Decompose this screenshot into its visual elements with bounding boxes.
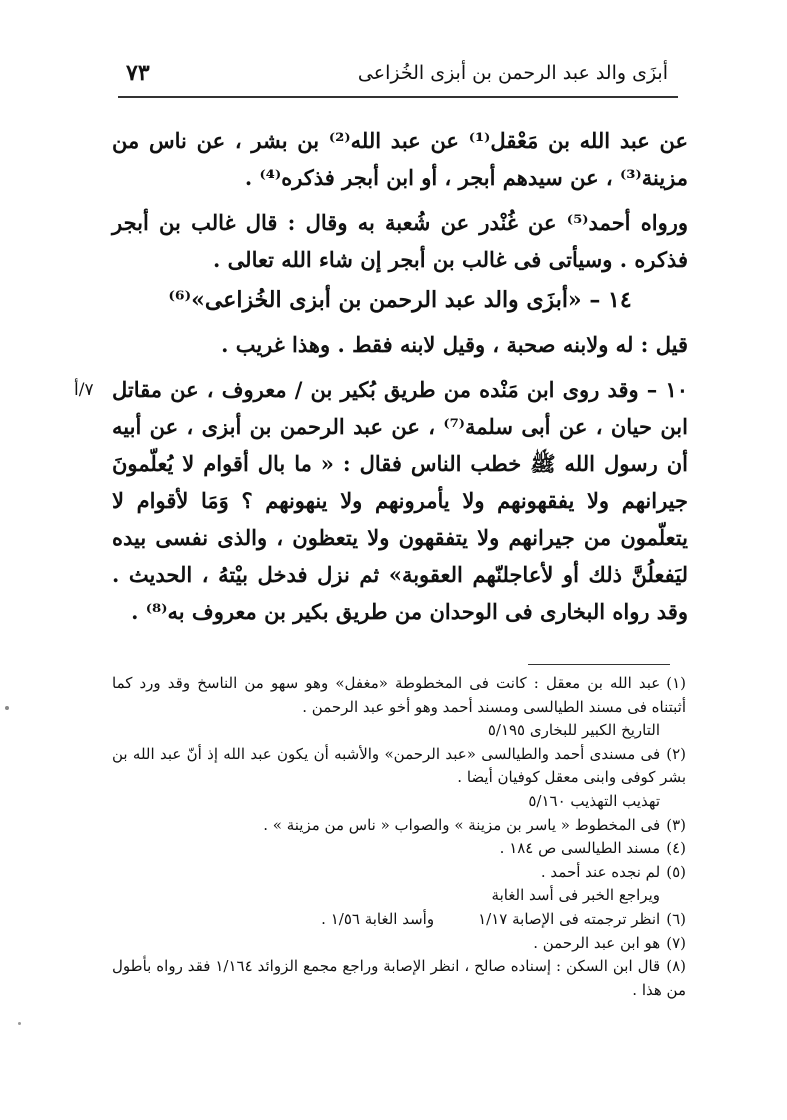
footnotes — [112, 672, 686, 1002]
scan-speck — [5, 706, 9, 710]
entry-heading: ١٤ – «أبزَى والد عبد الرحمن بن أبزى الخُزاعى»⁽⁶⁾ — [168, 287, 632, 313]
manuscript-folio-note: ٧/أ — [74, 380, 94, 400]
paragraph-3: قيل : له ولابنه صحبة ، وقيل لابنه فقط . وهذا غريب . — [221, 332, 688, 357]
page-number: ٧٣ — [126, 60, 150, 86]
footnote-3: (٣)فى المخطوط « ياسر بن مزينة » والصواب « ناس من مزينة » . — [263, 815, 686, 834]
running-header — [118, 58, 678, 98]
header-title: أبزَى والد عبد الرحمن بن أبزى الخُزاعى — [357, 62, 668, 84]
footnote-5: (٥)لم نجده عند أحمد . — [540, 862, 686, 881]
footnote-7: (٧)هو ابن عبد الرحمن . — [533, 933, 686, 952]
footnote-8: (٨)قال ابن السكن : إسناده صالح ، انظر الإصابة وراجع مجمع الزوائد ١/١٦٤ فقد رواه بأطول من هذا . — [112, 957, 686, 999]
paragraph-4: ١٠ – وقد روى ابن مَنْده من طريق بُكير بن / معروف ، عن مقاتل ابن حيان ، عن أبى سلمة⁽⁷⁾ ، عن عبد الرحمن بن أبزى ، عن أبيه أن رسول الله ﷺ خطب الناس فقال : « ما بال أقوام لا يُعلّمونَ جيرانهم ولا يفقهونهم ولا يأمرونهم ولا ينهونهم ؟ وَمَا لأقوام لا يتعلّمون من جيرانهم ولا يتفقهون ولا يتعظون ، والذى نفسى بيده ليَفعلُنَّ ذلك أو لأعاجلنّهم العقوبة» ثم نزل فدخل بيْتهُ ، الحديث . وقد رواه البخارى فى الوحدان من طريق بكير بن معروف به⁽⁸⁾ . — [112, 377, 688, 624]
paragraph-2: ورواه أحمد⁽⁵⁾ عن غُنْدر عن شُعبة به وقال : قال غالب بن أبجر فذكره . وسيأتى فى غالب بن أبجر إن شاء الله تعالى . — [112, 210, 689, 272]
footnote-4: (٤)مسند الطيالسى ص ١٨٤ . — [499, 839, 686, 858]
paragraph-1: عن عبد الله بن مَعْقل⁽¹⁾ عن عبد الله⁽²⁾ بن بشر ، عن ناس من مزينة⁽³⁾ ، عن سيدهم أبجر ، أو ابن أبجر فذكره⁽⁴⁾ . — [112, 128, 689, 190]
footnote-2-ref: تهذيب التهذيب ٥/١٦٠ — [528, 791, 660, 810]
footnote-5-ref: ويراجع الخبر فى أسد الغابة — [491, 886, 660, 905]
main-text — [112, 122, 688, 630]
footnote-1: (١)عبد الله بن معقل : كانت فى المخطوطة «مغفل» وهو سهو من الناسخ وقد ورد كما أثبتناه فى مسند الطيالسى ومسند أحمد وهو أخو عبد الرحمن . — [112, 674, 686, 716]
footnote-2: (٢)فى مسندى أحمد والطيالسى «عبد الرحمن» والأشبه أن يكون عبد الله إذ أنّ عبد الله بن بشر كوفى وابنى معقل كوفيان أيضا . — [112, 744, 686, 787]
scan-speck — [18, 1022, 21, 1025]
footnote-1-ref: التاريخ الكبير للبخارى ٥/١٩٥ — [487, 721, 660, 740]
footnote-6: (٦)انظر ترجمته فى الإصابة ١/١٧وأسد الغابة ١/٥٦ . — [321, 909, 686, 928]
footnote-separator — [528, 664, 670, 665]
